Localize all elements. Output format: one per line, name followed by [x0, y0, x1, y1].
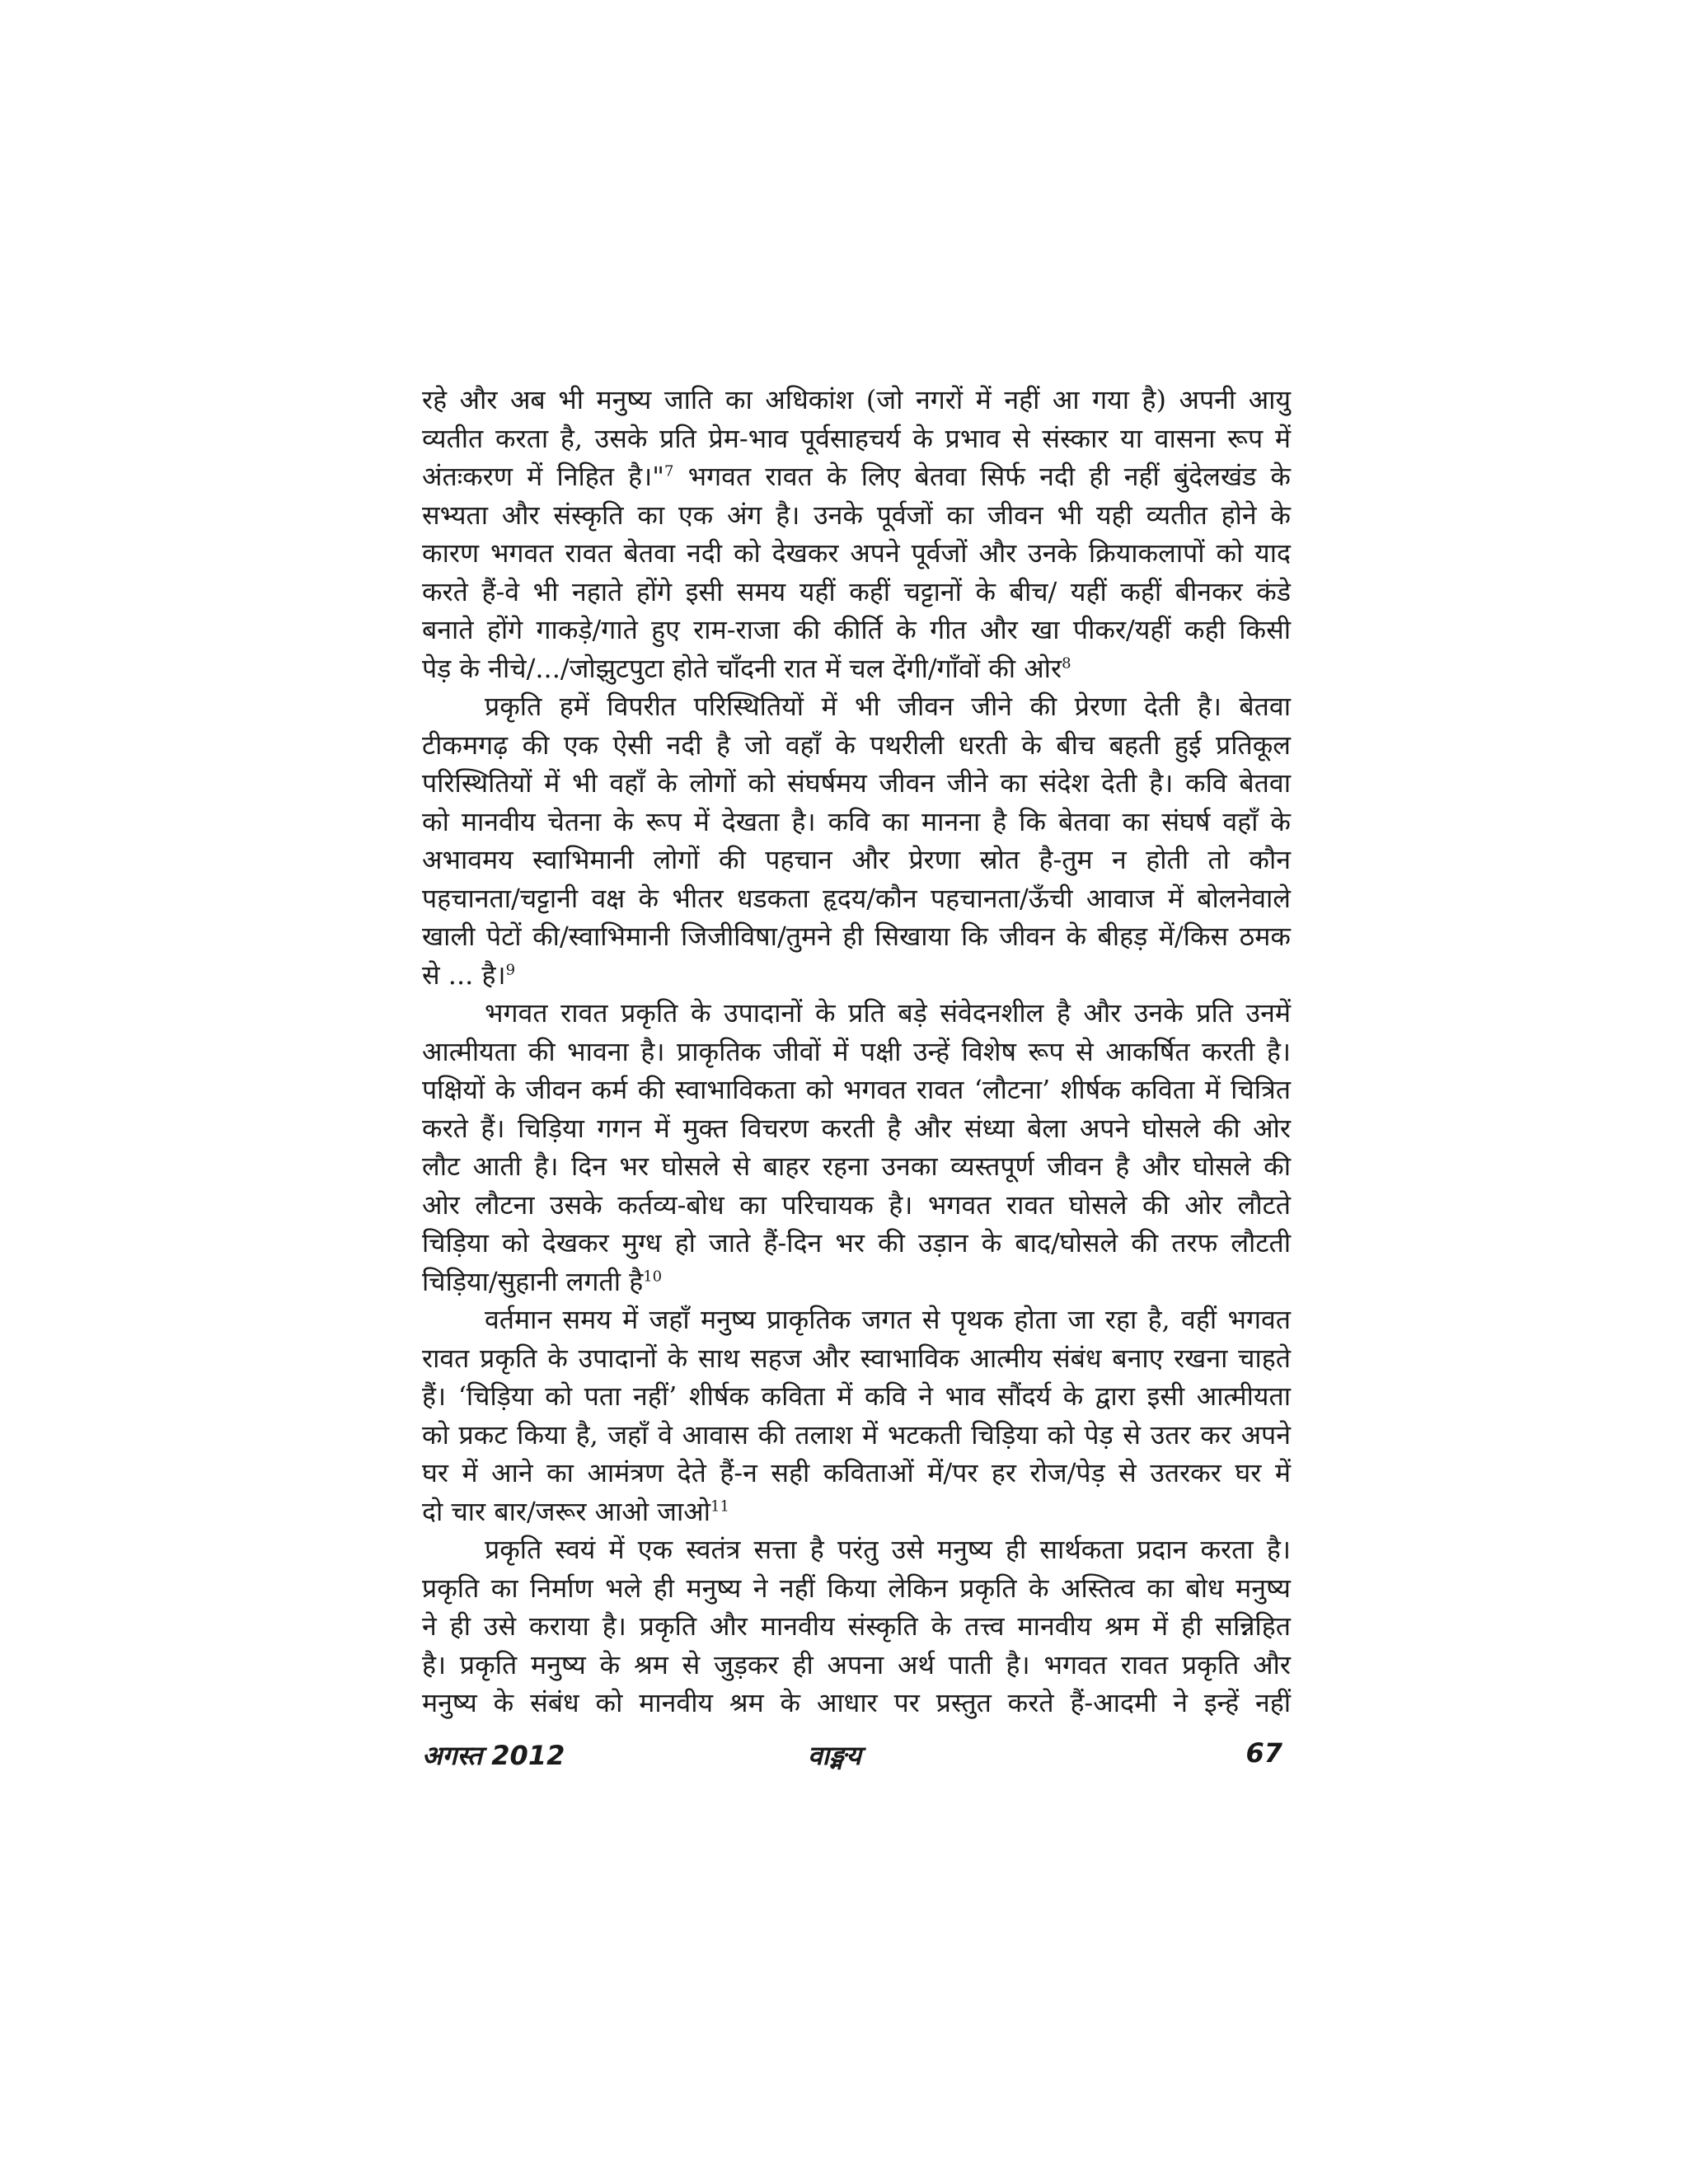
text-line: मनुष्य के संबंध को मानवीय श्रम के आधार पर प्रस्तुत करते हैं-आदमी ने इन्हें नहीं — [422, 1687, 1291, 1718]
page-footer — [422, 1737, 1291, 1774]
footnote-ref: 7 — [664, 462, 674, 480]
text-line: को मानवीय चेतना के रूप में देखता है। कवि का मानना है कि बेतवा का संघर्ष वहाँ के — [422, 805, 1291, 837]
paragraph — [422, 1530, 1291, 1722]
text-line — [422, 1493, 1291, 1531]
text-line: अभावमय स्वाभिमानी लोगों की पहचान और प्रेरणा स्रोत है-तुम न होती तो कौन — [422, 844, 1291, 875]
text-line: करते हैं-वे भी नहाते होंगे इसी समय यहीं कहीं चट्टानों के बीच/ यहीं कहीं बीनकर कंडे — [422, 575, 1291, 607]
text-line: हैं। ‘चिड़िया को पता नहीं’ शीर्षक कविता में कवि ने भाव सौंदर्य के द्वारा इसी आत्मीयता — [422, 1380, 1291, 1412]
text-line: चिड़िया को देखकर मुग्ध हो जाते हैं-दिन भर की उड़ान के बाद/घोसले की तरफ लौटती — [422, 1227, 1291, 1258]
article-body — [422, 381, 1291, 1722]
text-line: आत्मीयता की भावना है। प्राकृतिक जीवों में पक्षी उन्हें विशेष रूप से आकर्षित करती है। — [422, 1035, 1291, 1067]
text-line: लौट आती है। दिन भर घोसले से बाहर रहना उनका व्यस्तपूर्ण जीवन है और घोसले की — [422, 1151, 1291, 1182]
footnote-ref: 10 — [643, 1267, 663, 1285]
text-line: बनाते होंगे गाकड़े/गाते हुए राम-राजा की कीर्ति के गीत और खा पीकर/यहीं कही किसी — [422, 614, 1291, 645]
text-line: को प्रकट किया है, जहाँ वे आवास की तलाश में भटकती चिड़िया को पेड़ से उतर कर अपने — [422, 1418, 1291, 1451]
text-line: ओर लौटना उसके कर्तव्य-बोध का परिचायक है। भगवत रावत घोसले की ओर लौटते — [422, 1188, 1291, 1221]
text-line: करते हैं। चिड़िया गगन में मुक्त विचरण करती है और संध्या बेला अपने घोसले की ओर — [422, 1112, 1291, 1144]
paragraph — [422, 1301, 1291, 1530]
text-fragment: दो चार बार/जरूर आओ जाओ — [422, 1495, 710, 1527]
text-line: रावत प्रकृति के उपादानों के साथ सहज और स्वाभाविक आत्मीय संबंध बनाए रखना चाहते — [422, 1342, 1291, 1374]
text-line: प्रकृति स्वयं में एक स्वतंत्र सत्ता है परंतु उसे मनुष्य ही सार्थकता प्रदान करता है। — [485, 1534, 1291, 1565]
footer-date: अगस्त 2012 — [422, 1740, 565, 1771]
paragraph — [422, 994, 1291, 1301]
page-number: 67 — [1245, 1737, 1282, 1769]
paragraph — [422, 687, 1291, 994]
text-line: परिस्थितियों में भी वहाँ के लोगों को संघर्षमय जीवन जीने का संदेश देती है। कवि बेतवा — [422, 767, 1291, 799]
footnote-ref: 9 — [505, 960, 516, 978]
text-line: घर में आने का आमंत्रण देते हैं-न सही कविताओं में/पर हर रोज/पेड़ से उतरकर घर में — [422, 1457, 1291, 1488]
text-line: पहचानता/चट्टानी वक्ष के भीतर धडकता हृदय/कौन पहचानता/ऊँची आवाज में बोलनेवाले — [422, 882, 1291, 914]
text-line: रहे और अब भी मनुष्य जाति का अधिकांश (जो नगरों में नहीं आ गया है) अपनी आयु — [422, 384, 1291, 415]
text-fragment: भगवत रावत के लिए बेतवा सिर्फ नदी ही नहीं बुंदेलखंड के — [673, 461, 1291, 492]
footnote-ref: 11 — [710, 1497, 729, 1515]
text-line: व्यतीत करता है, उसके प्रति प्रेम-भाव पूर्वसाहचर्य के प्रभाव से संस्कार या वासना रूप में — [422, 422, 1291, 454]
footer-journal-name: वाङ्मय — [808, 1740, 861, 1771]
text-line — [422, 1263, 1291, 1301]
text-line: भगवत रावत प्रकृति के उपादानों के प्रति बड़े संवेदनशील है और उनके प्रति उनमें — [485, 997, 1291, 1029]
paragraph — [422, 381, 1291, 687]
text-fragment: चिड़िया/सुहानी लगती है — [422, 1265, 644, 1297]
text-line: प्रकृति हमें विपरीत परिस्थितियों में भी जीवन जीने की प्रेरणा देती है। बेतवा — [485, 691, 1291, 722]
text-line: ने ही उसे कराया है। प्रकृति और मानवीय संस्कृति के तत्त्व मानवीय श्रम में ही सन्निहित — [422, 1610, 1291, 1642]
text-line: खाली पेटों की/स्वाभिमानी जिजीविषा/तुमने ही सिखाया कि जीवन के बीहड़ में/किस ठमक — [422, 921, 1291, 952]
text-line: है। प्रकृति मनुष्य के श्रम से जुड़कर ही अपना अर्थ पाती है। भगवत रावत प्रकृति और — [422, 1648, 1291, 1680]
text-fragment: से ... है। — [422, 958, 506, 991]
text-line — [422, 956, 1291, 995]
text-line: सभ्यता और संस्कृति का एक अंग है। उनके पूर्वजों का जीवन भी यही व्यतीत होने के — [422, 499, 1291, 531]
text-line: प्रकृति का निर्माण भले ही मनुष्य ने नहीं किया लेकिन प्रकृति के अस्तित्व का बोध मनुष्य — [422, 1572, 1291, 1604]
text-line: पक्षियों के जीवन कर्म की स्वाभाविकता को भगवत रावत ‘लौटना’ शीर्षक कविता में चित्रित — [422, 1074, 1291, 1105]
footnote-ref: 8 — [1062, 654, 1071, 672]
text-fragment: अंतःकरण में निहित है।" — [422, 461, 665, 492]
text-line — [422, 457, 1291, 496]
text-line — [422, 649, 1291, 688]
text-fragment: पेड़ के नीचे/.../जोझुटपुटा होते चाँदनी रात में चल देंगी/गाँवों की ओर — [422, 652, 1062, 684]
text-line: टीकमगढ़ की एक ऐसी नदी है जो वहाँ के पथरीली धरती के बीच बहती हुई प्रतिकूल — [422, 729, 1291, 761]
text-line: वर्तमान समय में जहाँ मनुष्य प्राकृतिक जगत से पृथक होता जा रहा है, वहीं भगवत — [485, 1304, 1291, 1335]
text-line: कारण भगवत रावत बेतवा नदी को देखकर अपने पूर्वजों और उनके क्रियाकलापों को याद — [422, 537, 1291, 569]
